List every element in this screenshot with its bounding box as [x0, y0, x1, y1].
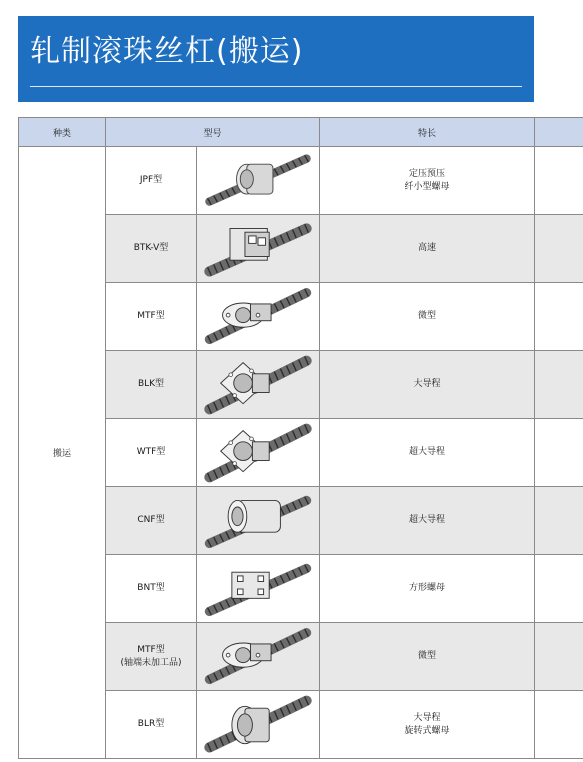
ball-screw-block-nut-icon [202, 218, 314, 280]
product-image-cell [197, 487, 320, 555]
ball-screw-oval-flange-icon [202, 626, 314, 688]
extra-cell [535, 487, 583, 555]
model-cell [106, 351, 197, 419]
features-cell [320, 691, 535, 759]
product-image-cell [197, 691, 320, 759]
category-cell: 搬运 [19, 147, 106, 759]
extra-cell [535, 283, 583, 351]
product-image-cell [197, 623, 320, 691]
model-cell [106, 555, 197, 623]
ball-screw-cylinder-nut-icon [202, 490, 314, 552]
model-name: WTF型 [136, 447, 166, 457]
feature-text: 定压预压 [409, 168, 446, 179]
feature-text: 纤小型螺母 [404, 181, 450, 192]
feature-text: 大导程 [413, 379, 441, 389]
ball-screw-round-nut-icon [202, 150, 314, 212]
feature-text: 微型 [418, 651, 437, 661]
model-cell [106, 419, 197, 487]
model-name: CNF型 [137, 515, 165, 525]
features-cell [320, 623, 535, 691]
features-cell [320, 283, 535, 351]
features-cell [320, 487, 535, 555]
model-name: BNT型 [137, 583, 165, 593]
extra-cell [535, 215, 583, 283]
model-name: BLK型 [137, 379, 165, 389]
features-cell [320, 419, 535, 487]
model-name: BTK-V型 [133, 243, 169, 253]
header-category: 种类 [19, 118, 106, 147]
model-cell [106, 147, 197, 215]
extra-cell [535, 147, 583, 215]
model-name: (轴端未加工品) [120, 657, 182, 668]
product-image-cell [197, 215, 320, 283]
ball-screw-rotary-nut-icon [202, 694, 314, 756]
model-cell [106, 283, 197, 351]
header-features: 特长 [320, 118, 535, 147]
extra-cell [535, 691, 583, 759]
product-image-cell [197, 419, 320, 487]
features-cell [320, 147, 535, 215]
header-model: 型号 [106, 118, 320, 147]
title-banner [18, 16, 534, 102]
features-cell [320, 555, 535, 623]
model-cell [106, 215, 197, 283]
product-image-cell [197, 283, 320, 351]
model-name: JPF型 [139, 175, 163, 185]
feature-text: 超大导程 [409, 447, 446, 457]
table-row [19, 147, 583, 215]
feature-text: 旋转式螺母 [404, 725, 450, 736]
extra-cell [535, 623, 583, 691]
page-title: 轧制滚珠丝杠(搬运) [30, 34, 304, 69]
ball-screw-table [18, 117, 583, 759]
ball-screw-square-flange-icon [202, 354, 314, 416]
feature-text: 高速 [418, 243, 437, 253]
product-image-cell [197, 147, 320, 215]
feature-text: 方形螺母 [409, 583, 446, 593]
feature-text: 微型 [418, 311, 437, 321]
extra-cell [535, 419, 583, 487]
header-extra [535, 118, 583, 147]
ball-screw-square-nut-icon [202, 558, 314, 620]
features-cell [320, 215, 535, 283]
model-cell [106, 487, 197, 555]
feature-text: 超大导程 [409, 515, 446, 525]
title-underline [30, 86, 522, 87]
model-name: MTF型 [137, 644, 165, 655]
extra-cell [535, 351, 583, 419]
feature-text: 大导程 [413, 712, 441, 723]
ball-screw-square-flange-icon [202, 422, 314, 484]
product-image-cell [197, 555, 320, 623]
model-cell [106, 691, 197, 759]
table-header-row [19, 118, 583, 147]
product-image-cell [197, 351, 320, 419]
model-name: MTF型 [137, 311, 165, 321]
extra-cell [535, 555, 583, 623]
model-name: BLR型 [137, 719, 165, 729]
model-cell [106, 623, 197, 691]
features-cell [320, 351, 535, 419]
ball-screw-oval-flange-icon [202, 286, 314, 348]
